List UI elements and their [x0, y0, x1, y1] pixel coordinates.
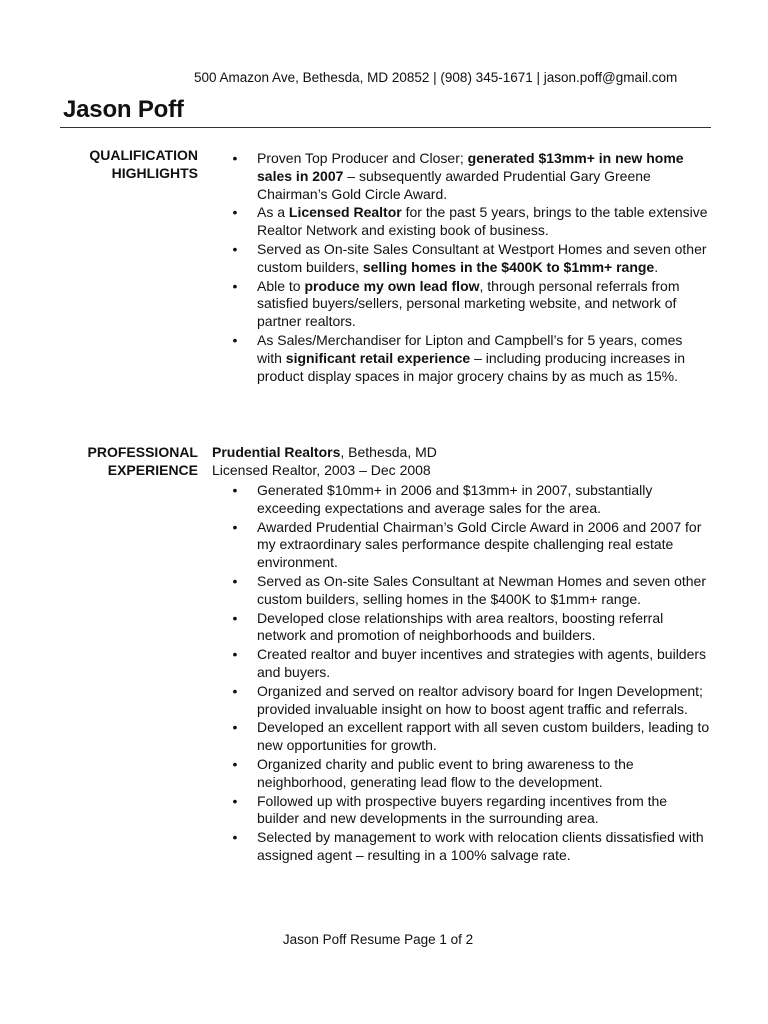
item-text: As Sales/Merchandiser for Lipton and Campbell’s for 5 years, comes with: [257, 331, 683, 366]
item-text: Selected by management to work with relocation clients dissatisfied with assigned agent – resulting in a 100% salvage rate.: [257, 829, 704, 863]
item-text: Developed close relationships with area realtors, boosting referral network and promotion of neighborhoods and builders.: [257, 609, 664, 644]
header-divider: [60, 127, 711, 128]
item-text: , through personal referrals from satisfied buyers/sellers, personal marketing website, and network of partner realtors.: [257, 277, 680, 330]
job-company-line: [212, 444, 712, 462]
heading-line: HIGHLIGHTS: [111, 164, 198, 181]
item-emphasis: generated $13mm+ in new home sales in 2007: [257, 150, 684, 184]
item-text: – subsequently awarded Prudential Gary Greene Chairman’s Gold Circle Award.: [257, 167, 651, 202]
bullet-icon: •: [232, 646, 238, 663]
item-text: .: [654, 258, 659, 275]
item-text: Able to: [257, 277, 305, 294]
item-text: Generated $10mm+ in 2006 and $13mm+ in 2007, substantially exceeding expectations and average sales for the area.: [257, 482, 653, 516]
qualification-list: [229, 150, 711, 386]
item-text: Proven Top Producer and Closer;: [257, 150, 468, 166]
contact-info: 500 Amazon Ave, Bethesda, MD 20852 | (908) 345-1671 | jason.poff@gmail.com: [194, 70, 678, 85]
bullet-icon: •: [232, 482, 238, 498]
item-text: Served as On-site Sales Consultant at Newman Homes and seven other custom builders, selling homes in the $400K to $1mm+ range.: [257, 572, 707, 607]
list-item: [229, 519, 711, 572]
list-item: [229, 332, 711, 385]
item-text: As a: [257, 204, 289, 221]
page-footer: Jason Poff Resume Page 1 of 2: [282, 932, 474, 947]
bullet-icon: •: [232, 682, 238, 699]
list-item: [229, 646, 711, 682]
candidate-name: Jason Poff: [63, 96, 184, 123]
company-name: Prudential Realtors: [212, 444, 341, 460]
item-text: Organized and served on realtor advisory board for Ingen Development; provided invaluable insight on how to boost agent traffic and referrals.: [257, 682, 703, 717]
item-text: Followed up with prospective buyers regarding incentives from the builder and new developments in the surrounding area.: [257, 792, 668, 827]
item-text: Awarded Prudential Chairman’s Gold Circle Award in 2006 and 2007 for my extraordinary sales performance despite challenging real estate environment.: [257, 518, 702, 571]
bullet-icon: •: [232, 792, 238, 809]
list-item: [229, 793, 711, 829]
list-item: [229, 204, 711, 240]
list-item: [229, 610, 711, 646]
item-emphasis: selling homes in the $400K to $1mm+ range: [362, 258, 655, 275]
qualification-highlights-heading: [60, 147, 198, 182]
list-item: [229, 241, 711, 277]
experience-list: [229, 482, 711, 866]
professional-experience-heading: [60, 444, 198, 479]
bullet-icon: •: [232, 755, 238, 772]
bullet-icon: •: [232, 150, 238, 166]
item-text: – including producing increases in product display spaces in major grocery chains by as much as 15%.: [257, 349, 686, 384]
item-text: Created realtor and buyer incentives and strategies with agents, builders and buyers.: [257, 646, 707, 680]
item-emphasis: produce my own lead flow: [304, 277, 480, 294]
list-item: [229, 829, 711, 865]
bullet-icon: •: [232, 518, 238, 535]
heading-line: PROFESSIONAL: [87, 444, 198, 460]
bullet-icon: •: [232, 240, 238, 257]
heading-line: EXPERIENCE: [107, 461, 198, 478]
bullet-icon: •: [232, 829, 238, 846]
job-header: [212, 444, 712, 479]
heading-line: QUALIFICATION: [89, 147, 198, 163]
list-item: [229, 482, 711, 518]
item-emphasis: Licensed Realtor: [288, 204, 402, 221]
list-item: [229, 756, 711, 792]
list-item: [229, 683, 711, 719]
item-text: for the past 5 years, brings to the table extensive Realtor Network and existing book of business.: [257, 204, 708, 239]
bullet-icon: •: [232, 609, 238, 626]
list-item: [229, 573, 711, 609]
bullet-icon: •: [232, 331, 238, 348]
list-item: [229, 278, 711, 331]
bullet-icon: •: [232, 572, 238, 589]
bullet-icon: •: [232, 277, 238, 294]
item-text: Served as On-site Sales Consultant at Westport Homes and seven other custom builders,: [257, 240, 707, 275]
item-text: Organized charity and public event to bring awareness to the neighborhood, generating lead flow to the development.: [257, 755, 634, 790]
list-item: [229, 150, 711, 203]
list-item: [229, 719, 711, 755]
job-role: Licensed Realtor, 2003 – Dec 2008: [212, 461, 431, 478]
bullet-icon: •: [232, 204, 238, 221]
bullet-icon: •: [232, 719, 238, 736]
company-location: , Bethesda, MD: [340, 444, 437, 460]
item-emphasis: significant retail experience: [285, 349, 471, 366]
item-text: Developed an excellent rapport with all seven custom builders, leading to new opportunities for growth.: [257, 719, 710, 754]
